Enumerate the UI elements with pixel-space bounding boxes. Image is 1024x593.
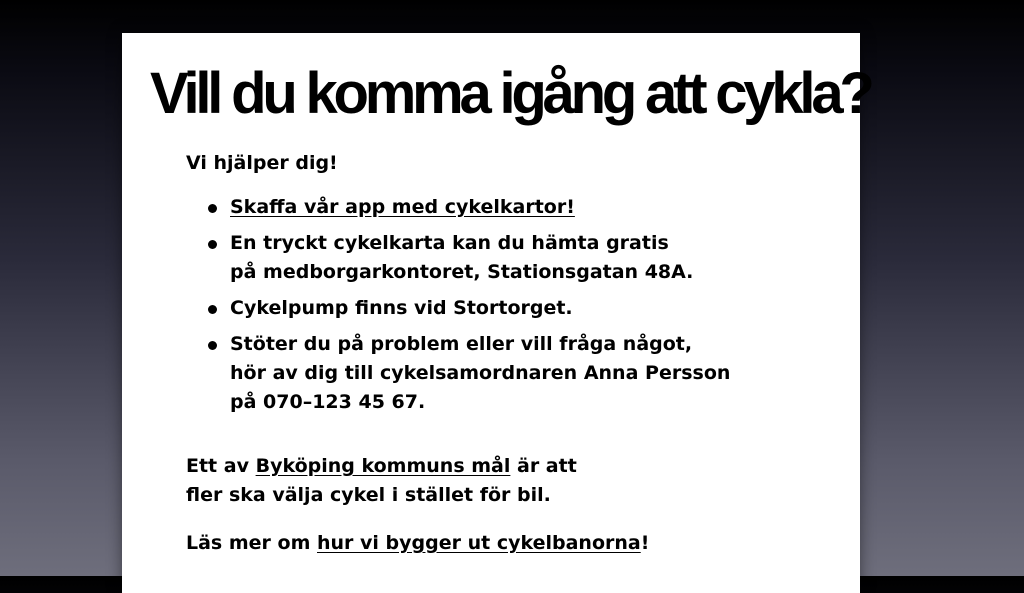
bullet-text: på 070–123 45 67. (230, 391, 426, 413)
bullet-icon (208, 305, 217, 314)
goal-text: fler ska välja cykel i stället för bil. (186, 484, 551, 506)
cycle-paths-link[interactable]: hur vi bygger ut cykelbanorna (317, 532, 641, 554)
goal-link[interactable]: Byköping kommuns mål (255, 455, 511, 477)
bullet-list (206, 193, 846, 424)
intro-text: Vi hjälper dig! (186, 152, 338, 174)
readmore-paragraph: Läs mer om hur vi bygger ut cykelbanorna! (186, 532, 650, 554)
bullet-text: hör av dig till cykelsamordnaren Anna Persson (230, 362, 731, 384)
bullet-icon (208, 204, 217, 213)
bullet-text: En tryckt cykelkarta kan du hämta gratis (230, 232, 669, 254)
bullet-icon (208, 240, 217, 249)
bullet-icon (208, 341, 217, 350)
list-item (206, 330, 846, 417)
bullet-text: Cykelpump finns vid Stortorget. (230, 297, 573, 319)
bullet-text: på medborgarkontoret, Stationsgatan 48A. (230, 261, 694, 283)
app-link[interactable]: Skaffa vår app med cykelkartor! (230, 196, 575, 218)
list-item (206, 294, 846, 323)
list-item (206, 229, 846, 287)
poster-card (122, 33, 871, 593)
bullet-text: Stöter du på problem eller vill fråga något, (230, 333, 693, 355)
goal-paragraph: Ett av Byköping kommuns mål är att fler ska välja cykel i stället för bil. (186, 452, 577, 510)
page-title: Vill du komma igång att cykla? (150, 61, 871, 126)
list-item (206, 193, 846, 222)
